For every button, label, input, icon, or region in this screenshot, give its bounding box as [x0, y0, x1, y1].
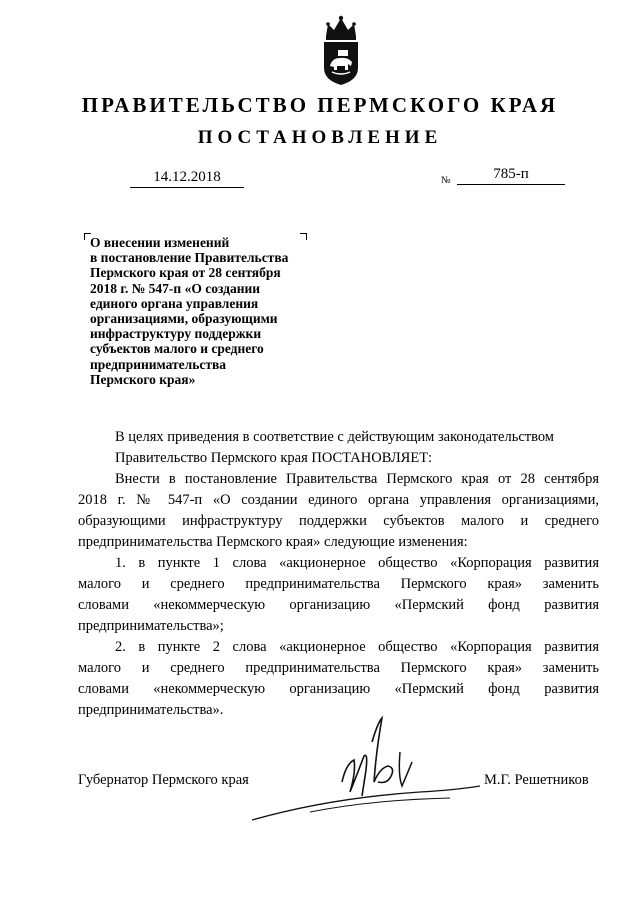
item-2-line: словами «некоммерческую организацию «Пермский фонд развития — [78, 681, 599, 697]
paragraph-line: 2018 г. № 547-п «О создании единого органа управления организациями, — [78, 492, 599, 508]
subject-line: 2018 г. № 547-п «О создании — [90, 280, 261, 296]
document-subject — [90, 235, 320, 387]
paragraph-line: образующими инфраструктуру поддержки субъектов малого и среднего — [78, 513, 599, 529]
document-type: ПОСТАНОВЛЕНИЕ — [197, 127, 443, 148]
subject-line: субъектов малого и среднего — [90, 341, 264, 357]
signer-position: Губернатор Пермского края — [78, 772, 249, 788]
item-1-line: 1. в пункте 1 слова «акционерное общество «Корпорация развития — [115, 555, 599, 571]
intro-line: В целях приведения в соответствие с действующим законодательством — [115, 429, 554, 445]
paragraph-line: предпринимательства Пермского края» следующие изменения: — [78, 534, 468, 550]
document-number: 785-п — [457, 166, 565, 185]
item-1-line: словами «некоммерческую организацию «Пермский фонд развития — [78, 597, 599, 613]
item-1-line: малого и среднего предпринимательства Пермского края» заменить — [78, 576, 599, 592]
subject-line: О внесении изменений — [90, 235, 230, 250]
subject-line: организациями, образующими — [90, 311, 278, 327]
government-title: ПРАВИТЕЛЬСТВО ПЕРМСКОГО КРАЯ — [81, 93, 559, 117]
signer-name: М.Г. Решетников — [484, 772, 589, 788]
document-body — [78, 427, 599, 721]
number-sign: № — [441, 175, 451, 186]
item-2-line: предпринимательства». — [78, 702, 224, 718]
subject-line: Пермского края от 28 сентября — [90, 265, 281, 281]
subject-line: предпринимательства — [90, 356, 227, 372]
subject-line: инфраструктуру поддержки — [90, 326, 262, 342]
handwritten-signature — [250, 712, 490, 832]
item-1-line: предпринимательства»; — [78, 618, 224, 634]
document-date: 14.12.2018 — [130, 169, 244, 188]
item-2-line: малого и среднего предпринимательства Пермского края» заменить — [78, 660, 599, 676]
subject-line: в постановление Правительства — [90, 250, 289, 266]
subject-line: Пермского края» — [90, 371, 196, 387]
intro-line: Правительство Пермского края ПОСТАНОВЛЯЕТ: — [115, 450, 433, 466]
item-2-line: 2. в пункте 2 слова «акционерное общество «Корпорация развития — [115, 639, 599, 655]
paragraph-line: Внести в постановление Правительства Пермского края от 28 сентября — [115, 471, 599, 487]
subject-line: единого органа управления — [90, 295, 259, 311]
coat-of-arms-icon — [318, 14, 364, 86]
